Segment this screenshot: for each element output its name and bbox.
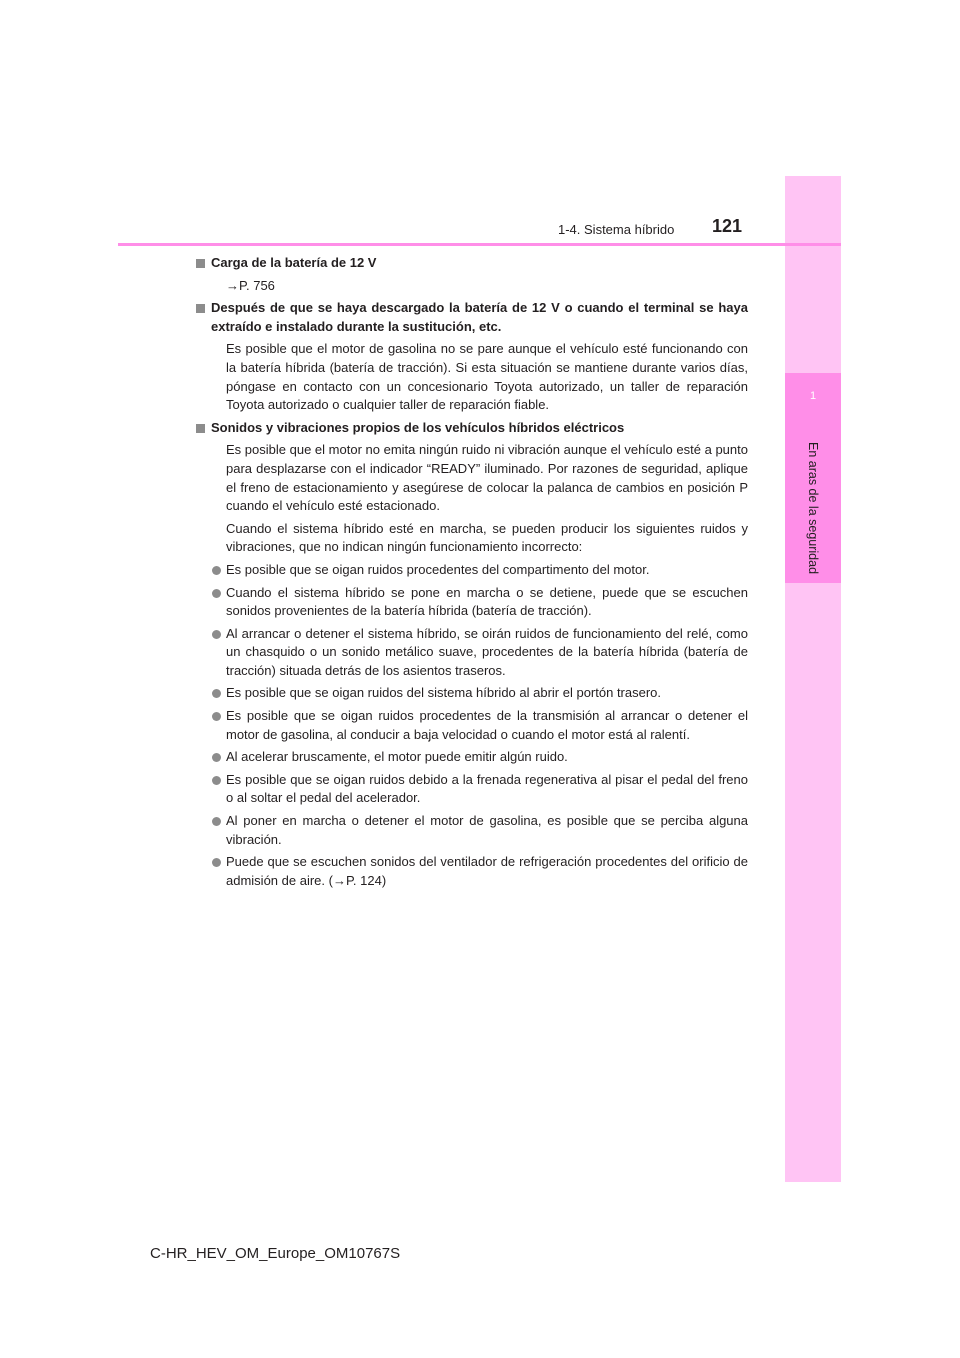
chapter-title: En aras de la seguridad [806, 441, 820, 575]
circle-bullet-icon [212, 630, 221, 639]
header-divider [118, 243, 841, 246]
square-bullet-icon [196, 424, 205, 433]
chapter-number: 1 [809, 390, 817, 402]
page-content [211, 254, 748, 890]
circle-bullet-icon [212, 817, 221, 826]
circle-bullet-icon [212, 776, 221, 785]
square-bullet-icon [196, 259, 205, 268]
list-item: Es posible que se oigan ruidos procedentes de la transmisión al arrancar o detener el motor de gasolina, al conducir a baja velocidad o cuando el motor está al ralentí. [211, 707, 748, 744]
section-title: 1-4. Sistema híbrido [558, 222, 675, 237]
document-code: C-HR_HEV_OM_Europe_OM10767S [150, 1245, 401, 1262]
section-heading: Después de que se haya descargado la batería de 12 V o cuando el terminal se haya extraído e instalado durante la sustitución, etc. [196, 299, 748, 336]
list-item: Cuando el sistema híbrido se pone en marcha o se detiene, puede que se escuchen sonidos provenientes de la batería híbrida (batería de tracción). [211, 584, 748, 621]
circle-bullet-icon [212, 858, 221, 867]
list-item: Es posible que se oigan ruidos procedentes del compartimento del motor. [211, 561, 748, 580]
list-item: Puede que se escuchen sonidos del ventilador de refrigeración procedentes del orificio de admisión de aire. (→P. 124) [211, 853, 748, 890]
page-number: 121 [712, 216, 743, 236]
list-item: Al acelerar bruscamente, el motor puede emitir algún ruido. [211, 748, 748, 767]
list-item: Es posible que se oigan ruidos debido a la frenada regenerativa al pisar el pedal del freno o al soltar el pedal del acelerador. [211, 771, 748, 808]
body-paragraph: Es posible que el motor no emita ningún ruido ni vibración aunque el vehículo esté a punto para desplazarse con el indicador “READY” iluminado. Por razones de seguridad, aplique el freno de estacionamiento y asegúrese de colocar la palanca de cambios en posición P cuando el vehículo esté estacionado. [226, 442, 748, 514]
section-heading: Carga de la batería de 12 V [196, 254, 748, 273]
list-item: Es posible que se oigan ruidos del sistema híbrido al abrir el portón trasero. [211, 684, 748, 703]
circle-bullet-icon [212, 753, 221, 762]
circle-bullet-icon [212, 689, 221, 698]
list-item: Al poner en marcha o detener el motor de gasolina, es posible que se perciba alguna vibración. [211, 812, 748, 849]
circle-bullet-icon [212, 712, 221, 721]
list-item: Al arrancar o detener el sistema híbrido, se oirán ruidos de funcionamiento del relé, como un chasquido o un sonido metálico suave, procedentes de la batería híbrida (batería de tracción) situada detrás de los asientos traseros. [211, 625, 748, 681]
side-tab-strip [785, 176, 841, 1182]
circle-bullet-icon [212, 566, 221, 575]
body-paragraph: Cuando el sistema híbrido esté en marcha, se pueden producir los siguientes ruidos y vibraciones, que no indican ningún funcionamiento incorrecto: [226, 520, 748, 555]
section-heading: Sonidos y vibraciones propios de los vehículos híbridos eléctricos [196, 419, 748, 438]
cross-reference-link[interactable]: →P. 756 [226, 277, 275, 293]
circle-bullet-icon [212, 589, 221, 598]
body-paragraph: Es posible que el motor de gasolina no se pare aunque el vehículo esté funcionando con la batería híbrida (batería de tracción). Si esta situación se mantiene durante varios días, póngase en contacto con un concesionario Toyota autorizado, un taller de reparación Toyota autorizado o cualquier taller de reparación fiable. [226, 341, 748, 413]
square-bullet-icon [196, 304, 205, 313]
